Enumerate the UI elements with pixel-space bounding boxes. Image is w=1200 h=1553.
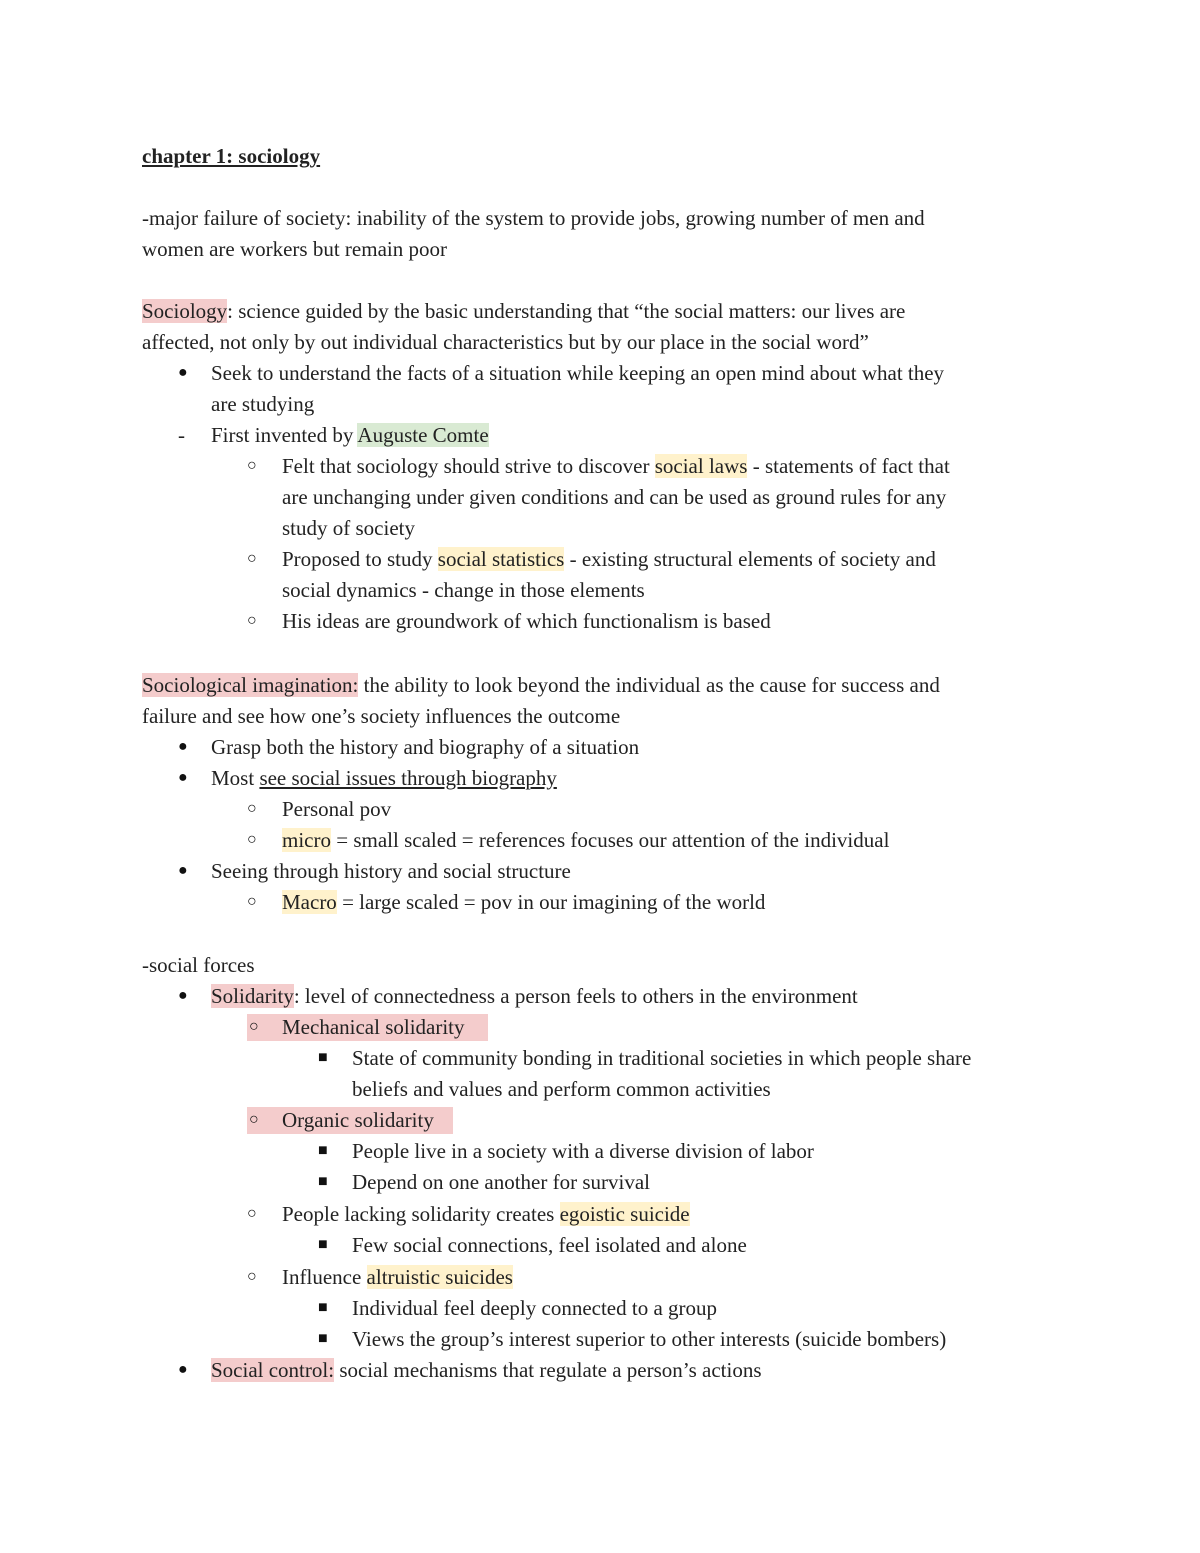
social-control-definition: social mechanisms that regulate a person’s actions [334, 1358, 762, 1382]
proposed-post-text: - existing structural elements of society and [564, 547, 936, 571]
bullet-disc: ● [178, 862, 188, 879]
seek-line-2: are studying [211, 392, 315, 416]
auguste-comte: Auguste Comte [357, 423, 489, 447]
bullet-circle: ○ [247, 1205, 257, 1222]
social-statistics-term: social statistics [437, 547, 565, 571]
sociology-definition-text: : science guided by the basic understanding that “the social matters: our lives are [227, 299, 906, 323]
altruistic-line-1: Individual feel deeply connected to a group [352, 1296, 718, 1320]
proposed-text: Proposed to study [282, 547, 438, 571]
few-connections-line: Few social connections, feel isolated and alone [352, 1233, 747, 1257]
ideas-line: His ideas are groundwork of which functionalism is based [282, 609, 771, 633]
bullet-circle: ○ [247, 612, 257, 629]
social-control-line [211, 1357, 762, 1383]
bullet-dash: - [178, 423, 185, 447]
page-title: chapter 1: sociology [142, 144, 321, 168]
intro-line-1: -major failure of society: inability of the system to provide jobs, growing number of men and [142, 206, 925, 230]
micro-text: = small scaled = references focuses our attention of the individual [330, 828, 890, 852]
macro-line [282, 889, 765, 915]
sociology-definition-line-2: affected, not only by out individual characteristics but by our place in the social word” [142, 330, 869, 354]
micro-line [282, 827, 889, 853]
bullet-circle: ○ [249, 1111, 259, 1128]
imagination-definition-text: the ability to look beyond the individual as the cause for success and [358, 673, 940, 697]
mechanical-solidarity-term: Mechanical solidarity [282, 1015, 465, 1039]
bullet-square: ■ [318, 1299, 328, 1316]
organic-line-1: People live in a society with a diverse division of labor [352, 1139, 814, 1163]
bullet-circle: ○ [247, 457, 257, 474]
social-control-term: Social control: [211, 1358, 335, 1382]
mechanical-line-1: State of community bonding in traditional societies in which people share [352, 1046, 972, 1070]
felt-text: Felt that sociology should strive to discover [282, 454, 655, 478]
organic-line-2: Depend on one another for survival [352, 1170, 650, 1194]
imagination-line-1 [142, 672, 940, 698]
bullet-circle: ○ [247, 1268, 257, 1285]
felt-line-3: study of society [282, 516, 415, 540]
bullet-disc: ● [178, 364, 188, 381]
altruistic-line-2: Views the group’s interest superior to other interests (suicide bombers) [352, 1327, 947, 1351]
most-text: Most [211, 766, 260, 790]
proposed-line-2: social dynamics - change in those elements [282, 578, 645, 602]
influence-line [282, 1264, 513, 1290]
bullet-square: ■ [318, 1330, 328, 1347]
solidarity-term: Solidarity [211, 984, 294, 1008]
micro-term: micro [282, 828, 331, 852]
bullet-square: ■ [318, 1173, 328, 1190]
bullet-square: ■ [318, 1236, 328, 1253]
macro-text: = large scaled = pov in our imagining of the world [336, 890, 766, 914]
lacking-line [282, 1201, 690, 1227]
social-forces-heading: -social forces [142, 953, 255, 977]
bullet-circle: ○ [249, 1018, 259, 1035]
proposed-line-1 [282, 546, 936, 572]
grasp-line: Grasp both the history and biography of a situation [211, 735, 640, 759]
social-laws-term: social laws [654, 454, 748, 478]
imagination-term: Sociological imagination: [142, 673, 359, 697]
intro-line-2: women are workers but remain poor [142, 237, 447, 261]
bullet-circle: ○ [247, 893, 257, 910]
sociology-definition-line-1 [142, 298, 905, 324]
egoistic-suicide-term: egoistic suicide [559, 1202, 690, 1226]
macro-term: Macro [282, 890, 337, 914]
invented-text: First invented by [211, 423, 358, 447]
altruistic-suicides-term: altruistic suicides [366, 1265, 513, 1289]
bullet-square: ■ [318, 1049, 328, 1066]
bullet-disc: ● [178, 987, 188, 1004]
lacking-text: People lacking solidarity creates [282, 1202, 560, 1226]
bullet-square: ■ [318, 1142, 328, 1159]
bullet-circle: ○ [247, 550, 257, 567]
bullet-disc: ● [178, 738, 188, 755]
bullet-circle: ○ [247, 831, 257, 848]
imagination-line-2: failure and see how one’s society influences the outcome [142, 704, 621, 728]
seek-line-1: Seek to understand the facts of a situation while keeping an open mind about what they [211, 361, 945, 385]
bullet-circle: ○ [247, 800, 257, 817]
invented-line [211, 422, 489, 448]
mechanical-line-2: beliefs and values and perform common activities [352, 1077, 771, 1101]
most-underlined-text: see social issues through biography [259, 766, 557, 790]
most-line [211, 765, 557, 791]
seeing-line: Seeing through history and social structure [211, 859, 571, 883]
influence-text: Influence [282, 1265, 367, 1289]
solidarity-definition: : level of connectedness a person feels to others in the environment [293, 984, 858, 1008]
personal-line: Personal pov [282, 797, 392, 821]
solidarity-line [211, 983, 858, 1009]
felt-line-2: are unchanging under given conditions and can be used as ground rules for any [282, 485, 947, 509]
bullet-disc: ● [178, 769, 188, 786]
bullet-disc: ● [178, 1361, 188, 1378]
organic-solidarity-term: Organic solidarity [282, 1108, 434, 1132]
sociology-term: Sociology [142, 299, 228, 323]
felt-line-1 [282, 453, 950, 479]
felt-post-text: - statements of fact that [747, 454, 950, 478]
